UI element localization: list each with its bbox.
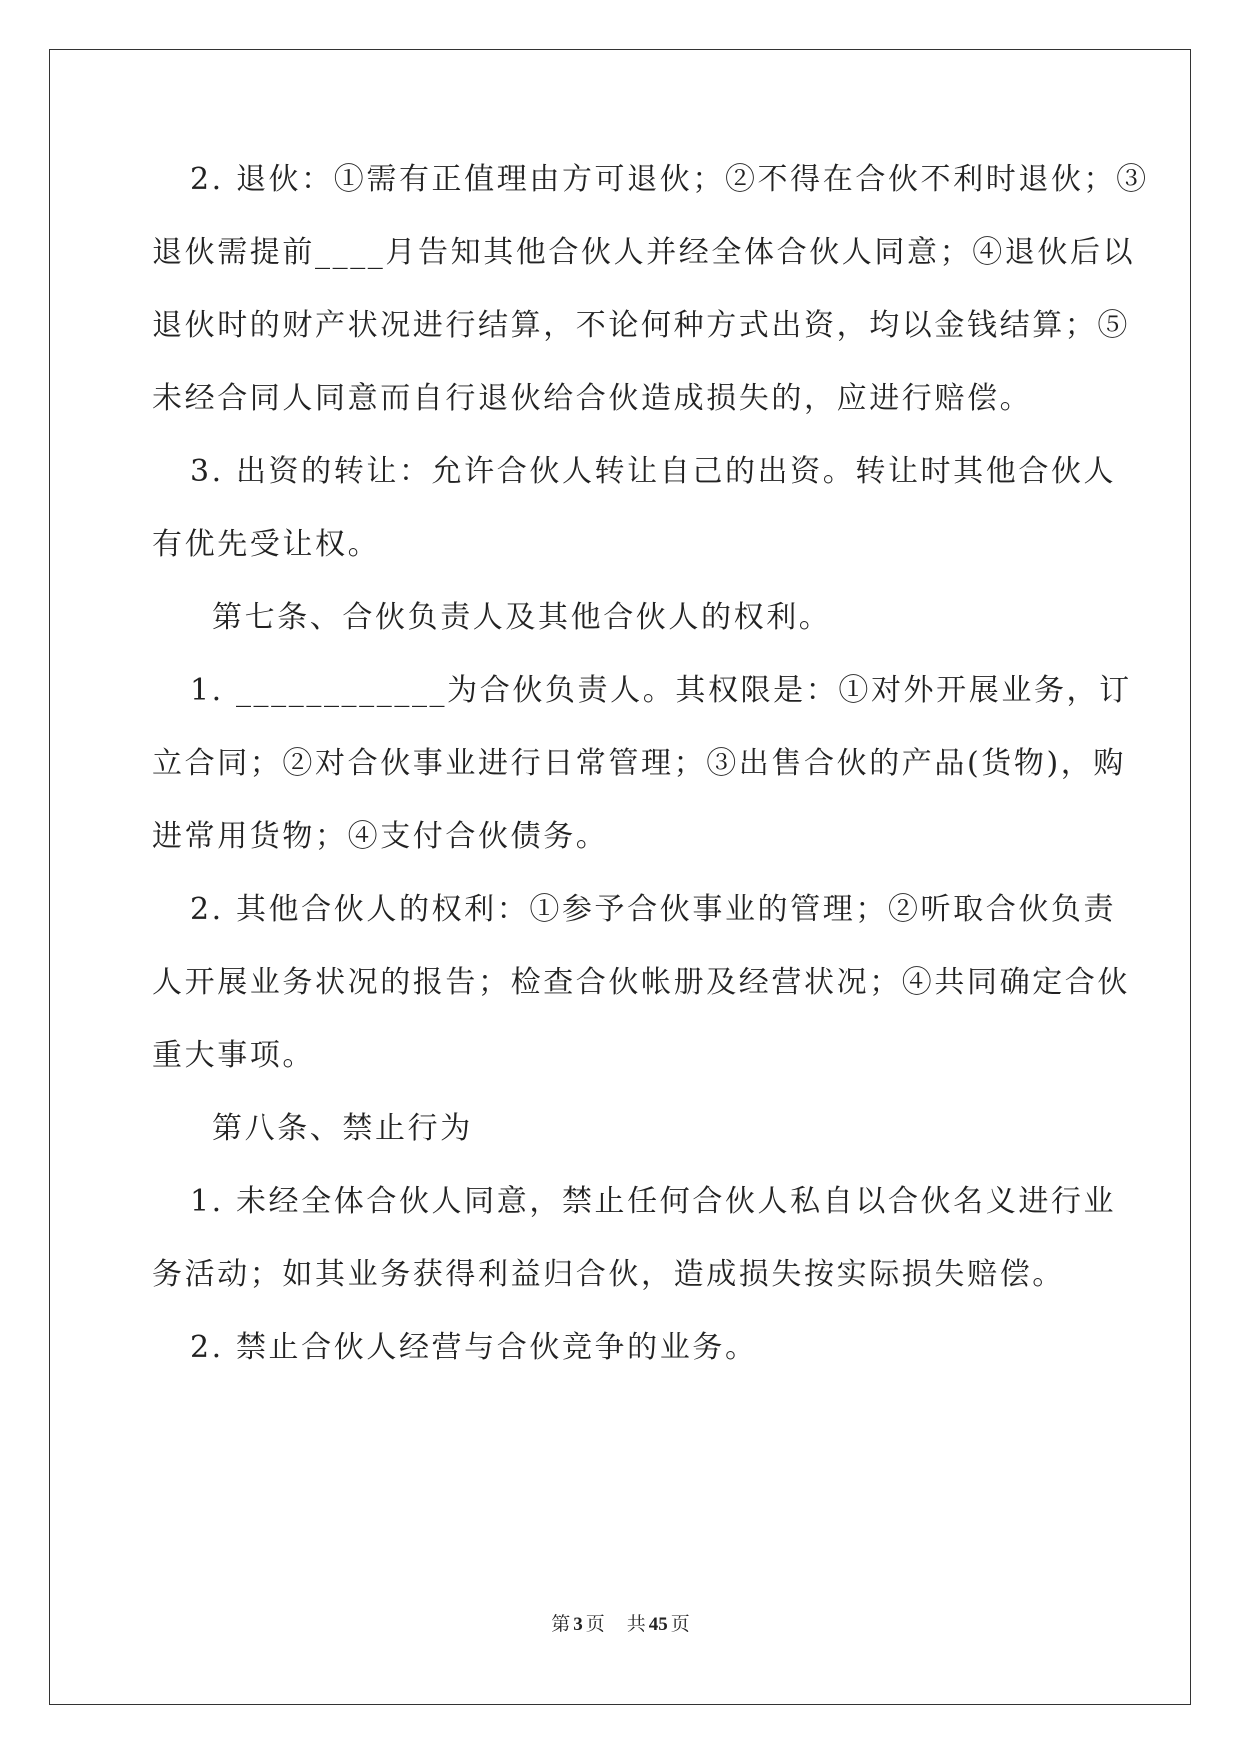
paragraph-line: 退伙时的财产状况进行结算，不论何种方式出资，均以金钱结算；⑤: [152, 308, 1130, 343]
paragraph-line: 退伙需提前____月告知其他合伙人并经全体合伙人同意；④退伙后以: [152, 235, 1136, 270]
paragraph-line: 1. 未经全体合伙人同意，禁止任何合伙人私自以合伙名义进行业: [190, 1184, 1117, 1219]
total-pages: 45: [648, 1614, 668, 1635]
paragraph-line: 2. 退伙：①需有正值理由方可退伙；②不得在合伙不利时退伙；③: [190, 162, 1149, 197]
total-suffix: 页: [670, 1613, 690, 1635]
page-border: [49, 49, 1191, 1705]
paragraph-line: 2. 禁止合伙人经营与合伙竞争的业务。: [190, 1330, 758, 1365]
paragraph-line: 2. 其他合伙人的权利：①参予合伙事业的管理；②听取合伙负责: [190, 892, 1117, 927]
paragraph-line: 人开展业务状况的报告；检查合伙帐册及经营状况；④共同确定合伙: [152, 965, 1130, 1000]
paragraph-line: 进常用货物；④支付合伙债务。: [152, 819, 609, 854]
page-suffix: 页: [585, 1613, 605, 1635]
page-number: 3: [573, 1614, 583, 1635]
paragraph-line: 有优先受让权。: [152, 527, 381, 562]
paragraph-line: 务活动；如其业务获得利益归合伙，造成损失按实际损失赔偿。: [152, 1257, 1065, 1292]
section-heading: 第八条、禁止行为: [212, 1111, 473, 1146]
total-prefix: 共: [626, 1613, 646, 1635]
page-footer: [0, 1612, 1241, 1637]
paragraph-line: 重大事项。: [152, 1038, 315, 1073]
paragraph-line: 立合同；②对合伙事业进行日常管理；③出售合伙的产品(货物)，购: [152, 746, 1127, 781]
paragraph-line: 1. ____________为合伙负责人。其权限是：①对外开展业务，订: [190, 673, 1132, 708]
paragraph-line: 未经合同人同意而自行退伙给合伙造成损失的，应进行赔偿。: [152, 381, 1033, 416]
page-prefix: 第: [551, 1613, 571, 1635]
paragraph-line: 3. 出资的转让：允许合伙人转让自己的出资。转让时其他合伙人: [190, 454, 1117, 489]
section-heading: 第七条、合伙负责人及其他合伙人的权利。: [212, 600, 832, 635]
